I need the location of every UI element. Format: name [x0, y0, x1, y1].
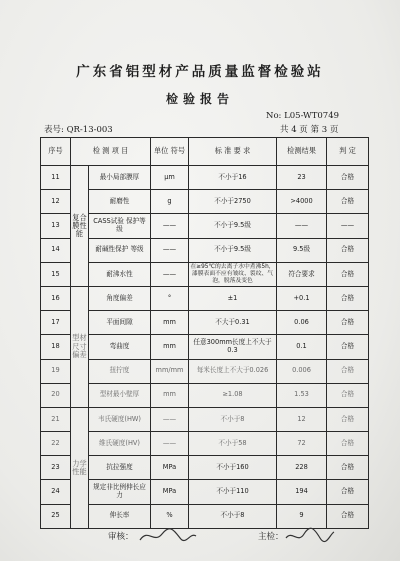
result: 0.006 [277, 359, 327, 383]
result: 9.5级 [277, 238, 327, 262]
requirement: 不大于0.31 [189, 311, 277, 335]
requirement: 不小于110 [189, 480, 277, 504]
requirement: 不小于9.5级 [189, 214, 277, 238]
column-header-result: 检测结果 [277, 138, 327, 166]
result: +0.1 [277, 286, 327, 310]
table-row [41, 335, 369, 359]
table-row [41, 383, 369, 407]
verdict: 合格 [327, 311, 369, 335]
table-row [41, 480, 369, 504]
table-row [41, 190, 369, 214]
result: 0.06 [277, 311, 327, 335]
verdict: 合格 [327, 383, 369, 407]
table-row [41, 359, 369, 383]
test-item: 规定非比例伸长应力 [89, 480, 151, 504]
test-item: 型材最小壁厚 [89, 383, 151, 407]
column-header-verdict: 判 定 [327, 138, 369, 166]
row-number: 22 [41, 432, 71, 456]
category-cell-dimension: 型材尺寸偏差 [71, 286, 89, 407]
form-number: 表号: QR-13-003 [44, 125, 113, 135]
verdict: 合格 [327, 335, 369, 359]
unit: —— [151, 262, 189, 286]
reviewer-signature [138, 524, 198, 548]
table-row [41, 262, 369, 286]
table-row [41, 407, 369, 431]
unit: MPa [151, 480, 189, 504]
row-number: 17 [41, 311, 71, 335]
result: 0.1 [277, 335, 327, 359]
column-header-unit: 单位 符号 [151, 138, 189, 166]
row-number: 19 [41, 359, 71, 383]
document-number: No: L05-WT0749 [266, 111, 340, 121]
column-header-requirement: 标 准 要 求 [189, 138, 277, 166]
test-item: 扭拧度 [89, 359, 151, 383]
unit: % [151, 504, 189, 528]
unit: —— [151, 432, 189, 456]
report-subtitle: 检验报告 [165, 92, 234, 106]
requirement: ≥1.08 [189, 383, 277, 407]
table-row [41, 456, 369, 480]
result: —— [277, 214, 327, 238]
result: 符合要求 [277, 262, 327, 286]
table-row [41, 432, 369, 456]
test-item: 最小局部膜厚 [89, 166, 151, 190]
category-cell-mechanical: 力学性能 [71, 407, 89, 528]
table-row [41, 238, 369, 262]
row-number: 24 [41, 480, 71, 504]
verdict: —— [327, 214, 369, 238]
verdict: 合格 [327, 238, 369, 262]
test-item: 平面间隙 [89, 311, 151, 335]
test-item: 弯曲度 [89, 335, 151, 359]
category-cell-film: 复合膜性能 [71, 166, 89, 287]
test-item: 耐沸水性 [89, 262, 151, 286]
row-number: 12 [41, 190, 71, 214]
row-number: 16 [41, 286, 71, 310]
row-number: 15 [41, 262, 71, 286]
verdict: 合格 [327, 432, 369, 456]
unit: MPa [151, 456, 189, 480]
test-item: 韦氏硬度(HW) [89, 407, 151, 431]
table-row [41, 214, 369, 238]
requirement: 在≥95℃的去离子水中煮沸5h，漆膜表面不应有皱纹、裂纹、气泡，脱落及变色 [189, 262, 277, 286]
unit: —— [151, 407, 189, 431]
unit: ° [151, 286, 189, 310]
requirement: 不小于9.5级 [189, 238, 277, 262]
unit: μm [151, 166, 189, 190]
result: 12 [277, 407, 327, 431]
test-item: 抗拉强度 [89, 456, 151, 480]
table-row [41, 311, 369, 335]
verdict: 合格 [327, 456, 369, 480]
requirement: ±1 [189, 286, 277, 310]
test-item: CASS试验 保护等级 [89, 214, 151, 238]
chief-inspector-label: 主检： [258, 532, 284, 542]
unit: mm [151, 335, 189, 359]
verdict: 合格 [327, 286, 369, 310]
test-item: 耐磨性 [89, 190, 151, 214]
test-item: 维氏硬度(HV) [89, 432, 151, 456]
verdict: 合格 [327, 480, 369, 504]
result: 1.53 [277, 383, 327, 407]
table-header-row [41, 138, 369, 166]
requirement: 不小于58 [189, 432, 277, 456]
requirement: 不小于8 [189, 407, 277, 431]
unit: mm [151, 311, 189, 335]
test-item: 伸长率 [89, 504, 151, 528]
unit: mm [151, 383, 189, 407]
page-info: 共 4 页 第 3 页 [280, 125, 339, 135]
result: 23 [277, 166, 327, 190]
row-number: 11 [41, 166, 71, 190]
verdict: 合格 [327, 504, 369, 528]
verdict: 合格 [327, 407, 369, 431]
requirement: 不小于16 [189, 166, 277, 190]
inspector-signature [284, 524, 336, 548]
row-number: 23 [41, 456, 71, 480]
result: >4000 [277, 190, 327, 214]
requirement: 不小于8 [189, 504, 277, 528]
result: 72 [277, 432, 327, 456]
row-number: 13 [41, 214, 71, 238]
unit: mm/mm [151, 359, 189, 383]
result: 194 [277, 480, 327, 504]
table-row [41, 286, 369, 310]
verdict: 合格 [327, 166, 369, 190]
requirement: 任意300mm长度上不大于0.3 [189, 335, 277, 359]
column-header-item: 检 测 项 目 [71, 138, 151, 166]
row-number: 21 [41, 407, 71, 431]
requirement: 不小于160 [189, 456, 277, 480]
result: 228 [277, 456, 327, 480]
test-item: 耐碱性保护 等级 [89, 238, 151, 262]
row-number: 25 [41, 504, 71, 528]
unit: g [151, 190, 189, 214]
reviewer-label: 审核： [108, 532, 134, 542]
requirement: 不小于2750 [189, 190, 277, 214]
result: 9 [277, 504, 327, 528]
unit: —— [151, 238, 189, 262]
row-number: 14 [41, 238, 71, 262]
verdict: 合格 [327, 262, 369, 286]
requirement: 每米长度上不大于0.026 [189, 359, 277, 383]
verdict: 合格 [327, 190, 369, 214]
report-title: 广东省铝型材产品质量监督检验站 [76, 64, 324, 80]
unit: —— [151, 214, 189, 238]
table-row [41, 166, 369, 190]
verdict: 合格 [327, 359, 369, 383]
row-number: 18 [41, 335, 71, 359]
column-header-no: 序号 [41, 138, 71, 166]
test-results-table [40, 137, 369, 529]
test-item: 角度偏差 [89, 286, 151, 310]
row-number: 20 [41, 383, 71, 407]
